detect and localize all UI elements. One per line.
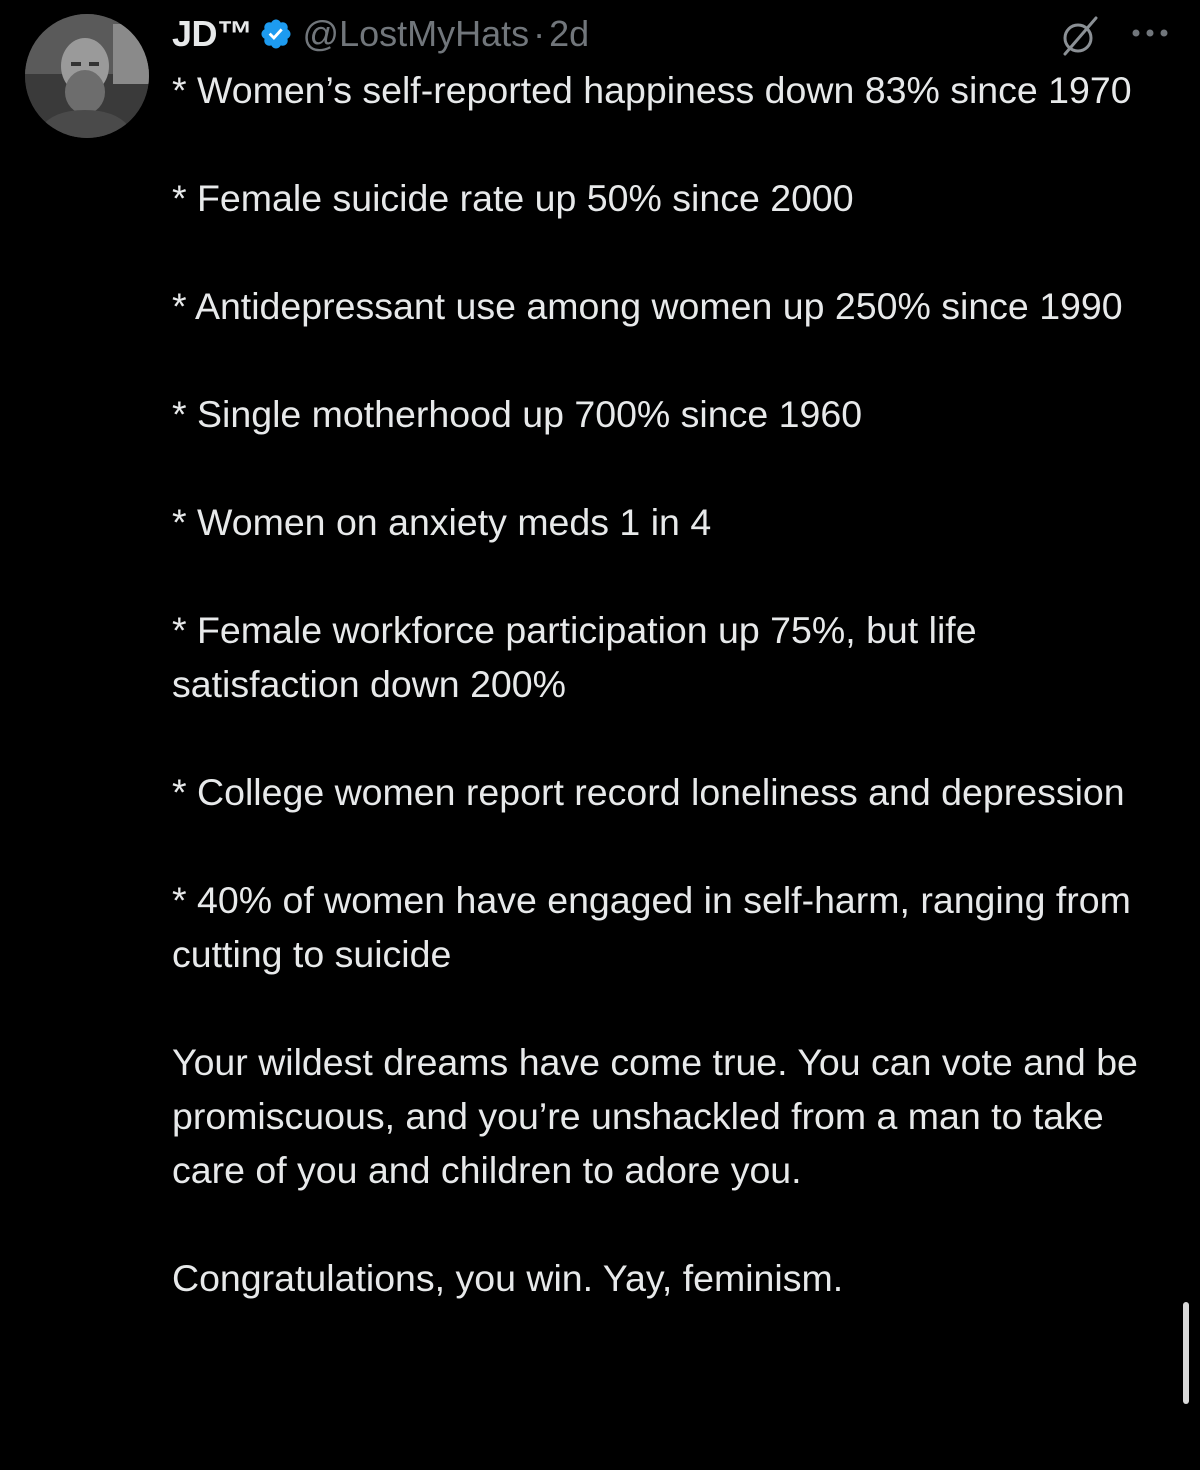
tweet-age[interactable]: 2d <box>549 13 590 54</box>
more-options-icon[interactable] <box>1128 18 1172 48</box>
grok-icon[interactable] <box>1058 14 1102 58</box>
author-name[interactable]: JD™ <box>172 13 253 54</box>
tweet-paragraph: * Antidepressant use among women up 250% since 1990 <box>172 285 1123 327</box>
tweet-paragraph: * Women on anxiety meds 1 in 4 <box>172 501 712 543</box>
tweet-paragraph: Congratulations, you win. Yay, feminism. <box>172 1257 844 1299</box>
author-handle[interactable]: @LostMyHats <box>302 13 530 54</box>
tweet-paragraph: * College women report record loneliness and depression <box>172 771 1125 813</box>
scrollbar[interactable] <box>1183 1302 1189 1404</box>
tweet-header <box>172 8 589 60</box>
avatar[interactable] <box>25 14 149 138</box>
tweet-paragraph: * Female suicide rate up 50% since 2000 <box>172 177 854 219</box>
verified-badge-icon[interactable] <box>259 17 293 51</box>
header-separator: · <box>533 13 546 54</box>
tweet-paragraph: * Women’s self-reported happiness down 83% since 1970 <box>172 69 1132 111</box>
tweet-body <box>172 63 1162 1359</box>
tweet-paragraph: * Female workforce participation up 75%, but life satisfaction down 200% <box>172 609 977 705</box>
tweet-paragraph: * Single motherhood up 700% since 1960 <box>172 393 863 435</box>
tweet-paragraph: * 40% of women have engaged in self-harm, ranging from cutting to suicide <box>172 879 1131 975</box>
tweet-paragraph: Your wildest dreams have come true. You can vote and be promiscuous, and you’re unshackled from a man to take care of you and children to adore you. <box>172 1041 1138 1191</box>
